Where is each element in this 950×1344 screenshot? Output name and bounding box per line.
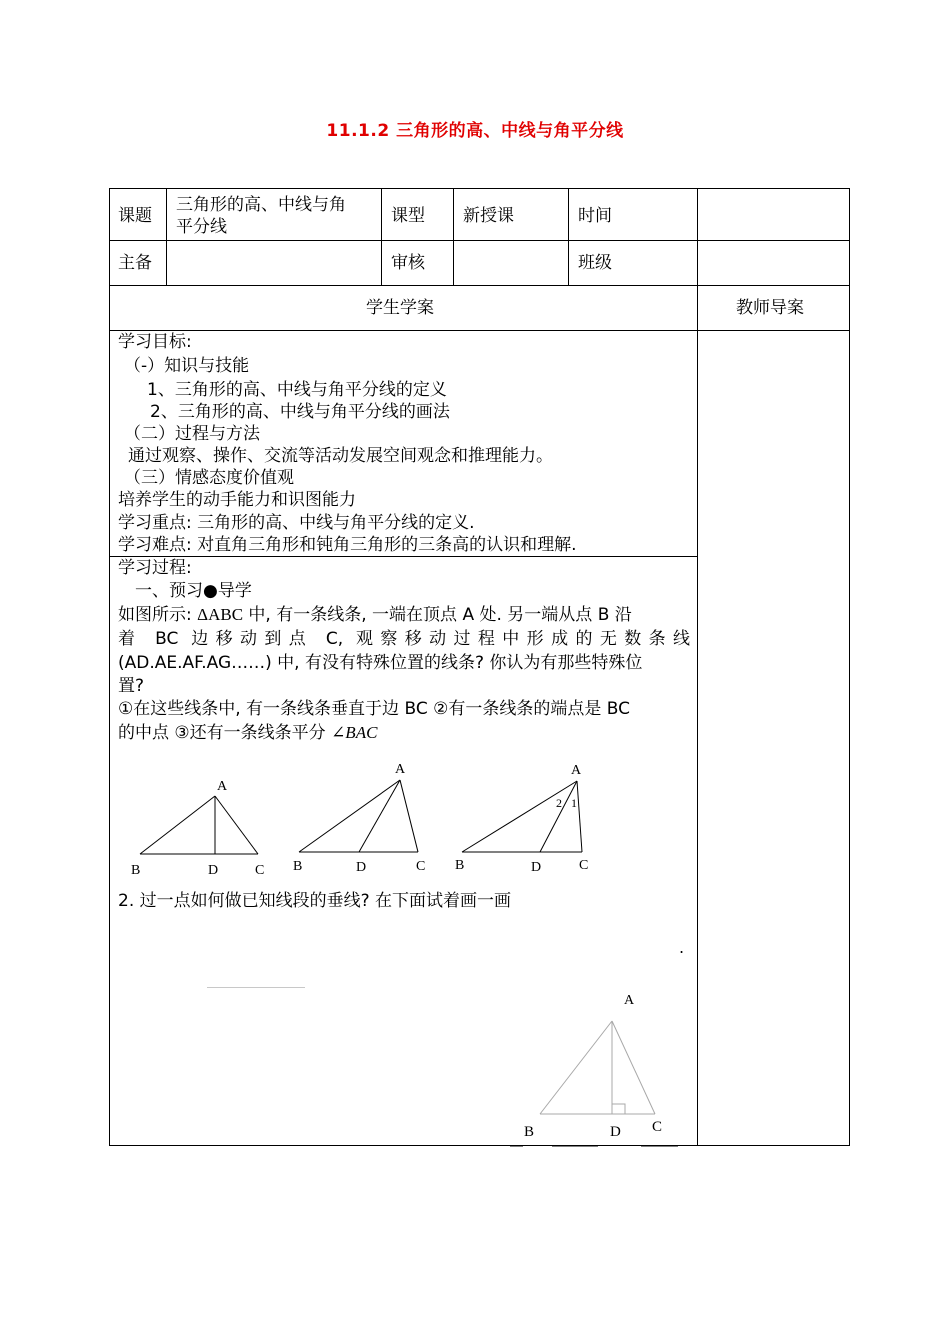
process-section-heading: 学习过程:	[118, 558, 192, 578]
topic-label: 课题	[118, 206, 152, 226]
table-row-line	[109, 330, 850, 331]
knowledge-heading: （-）知识与技能	[124, 356, 250, 376]
topic-value-line1: 三角形的高、中线与角	[176, 195, 346, 215]
question-2: 2. 过一点如何做已知线段的垂线? 在下面试着画一画	[118, 891, 512, 911]
fig1-label-d: D	[208, 863, 219, 878]
fig3-label-d: D	[531, 860, 542, 875]
student-section-header: 学生学案	[366, 298, 434, 318]
objectives-heading: 学习目标:	[118, 332, 192, 352]
intro-paragraph-line4: 置?	[118, 676, 145, 696]
page-title: 11.1.2 三角形的高、中线与角平分线	[326, 121, 624, 141]
table-col-line	[381, 188, 382, 285]
table-border-left	[109, 188, 110, 1146]
key-point: 学习重点: 三角形的高、中线与角平分线的定义.	[118, 513, 475, 533]
topic-value-line2: 平分线	[176, 217, 227, 237]
preparer-label: 主备	[118, 253, 152, 273]
figure-altitude	[120, 770, 280, 890]
figure-median	[290, 755, 440, 875]
fig3-angle-1: 1	[571, 796, 577, 810]
lesson-type-value: 新授课	[463, 206, 514, 226]
fig3-label-a: A	[571, 763, 582, 778]
intro-paragraph-line3: (AD.AE.AF.AG……) 中, 有没有特殊位置的线条? 你认为有那些特殊位	[118, 653, 643, 673]
time-label: 时间	[578, 206, 612, 226]
figure-angle-bisector	[450, 755, 600, 875]
preview-heading: 一、预习●导学	[135, 581, 252, 601]
angle-bac: ∠BAC	[331, 723, 378, 742]
table-col-line	[568, 188, 569, 285]
fig3-label-b: B	[455, 858, 465, 873]
fig4-label-c: C	[652, 1119, 663, 1135]
conditions-line1: ①在这些线条中, 有一条线条垂直于边 BC ②有一条线条的端点是 BC	[118, 699, 630, 719]
class-label: 班级	[578, 253, 612, 273]
intro-prefix: 如图所示:	[118, 605, 198, 625]
conditions-prefix: 的中点 ③还有一条线条平分	[118, 723, 332, 743]
table-row-line	[109, 556, 698, 557]
stray-dot: .	[679, 938, 685, 957]
difficulty-point: 学习难点: 对直角三角形和钝角三角形的三条高的认识和理解.	[118, 535, 577, 555]
fig4-label-b: B	[524, 1124, 535, 1140]
table-row-line	[109, 285, 850, 286]
lesson-type-label: 课型	[391, 206, 425, 226]
fig1-label-c: C	[255, 863, 265, 878]
table-border-right	[849, 188, 850, 1146]
knowledge-item-2: 2、三角形的高、中线与角平分线的画法	[150, 402, 450, 422]
emotion-heading: （三）情感态度价值观	[124, 468, 294, 488]
fig2-label-a: A	[395, 762, 406, 777]
fig3-label-c: C	[579, 858, 589, 873]
conditions-line2	[118, 722, 377, 744]
fig1-label-a: A	[217, 779, 228, 794]
table-col-line	[453, 188, 454, 285]
table-border-bottom	[109, 1145, 850, 1146]
fig3-angle-2: 2	[556, 796, 562, 810]
fig4-label-a: A	[624, 993, 635, 1008]
emotion-text: 培养学生的动手能力和识图能力	[118, 490, 356, 510]
teacher-section-header: 教师导案	[736, 298, 804, 318]
table-border-top	[109, 188, 850, 189]
fig1-label-b: B	[131, 863, 141, 878]
intro-paragraph-line2: 着 BC 边移动到点 C, 观察移动过程中形成的无数条线	[118, 629, 690, 649]
table-row-line	[109, 240, 850, 241]
triangle-symbol: ΔABC	[197, 605, 244, 624]
fig2-label-b: B	[293, 859, 303, 874]
table-col-line	[697, 188, 698, 1146]
process-text: 通过观察、操作、交流等活动发展空间观念和推理能力。	[128, 446, 553, 466]
intro-rest: 中, 有一条线条, 一端在顶点 A 处. 另一端从点 B 沿	[243, 605, 632, 625]
reviewer-label: 审核	[391, 253, 425, 273]
process-heading: （二）过程与方法	[124, 424, 260, 444]
fig2-label-c: C	[416, 859, 426, 874]
drawing-segment	[207, 987, 305, 988]
fig2-label-d: D	[356, 860, 367, 875]
figure-perpendicular	[510, 988, 690, 1148]
intro-paragraph-line1	[118, 604, 632, 626]
fig4-label-d: D	[610, 1124, 621, 1140]
table-col-line	[166, 188, 167, 285]
knowledge-item-1: 1、三角形的高、中线与角平分线的定义	[147, 380, 447, 400]
